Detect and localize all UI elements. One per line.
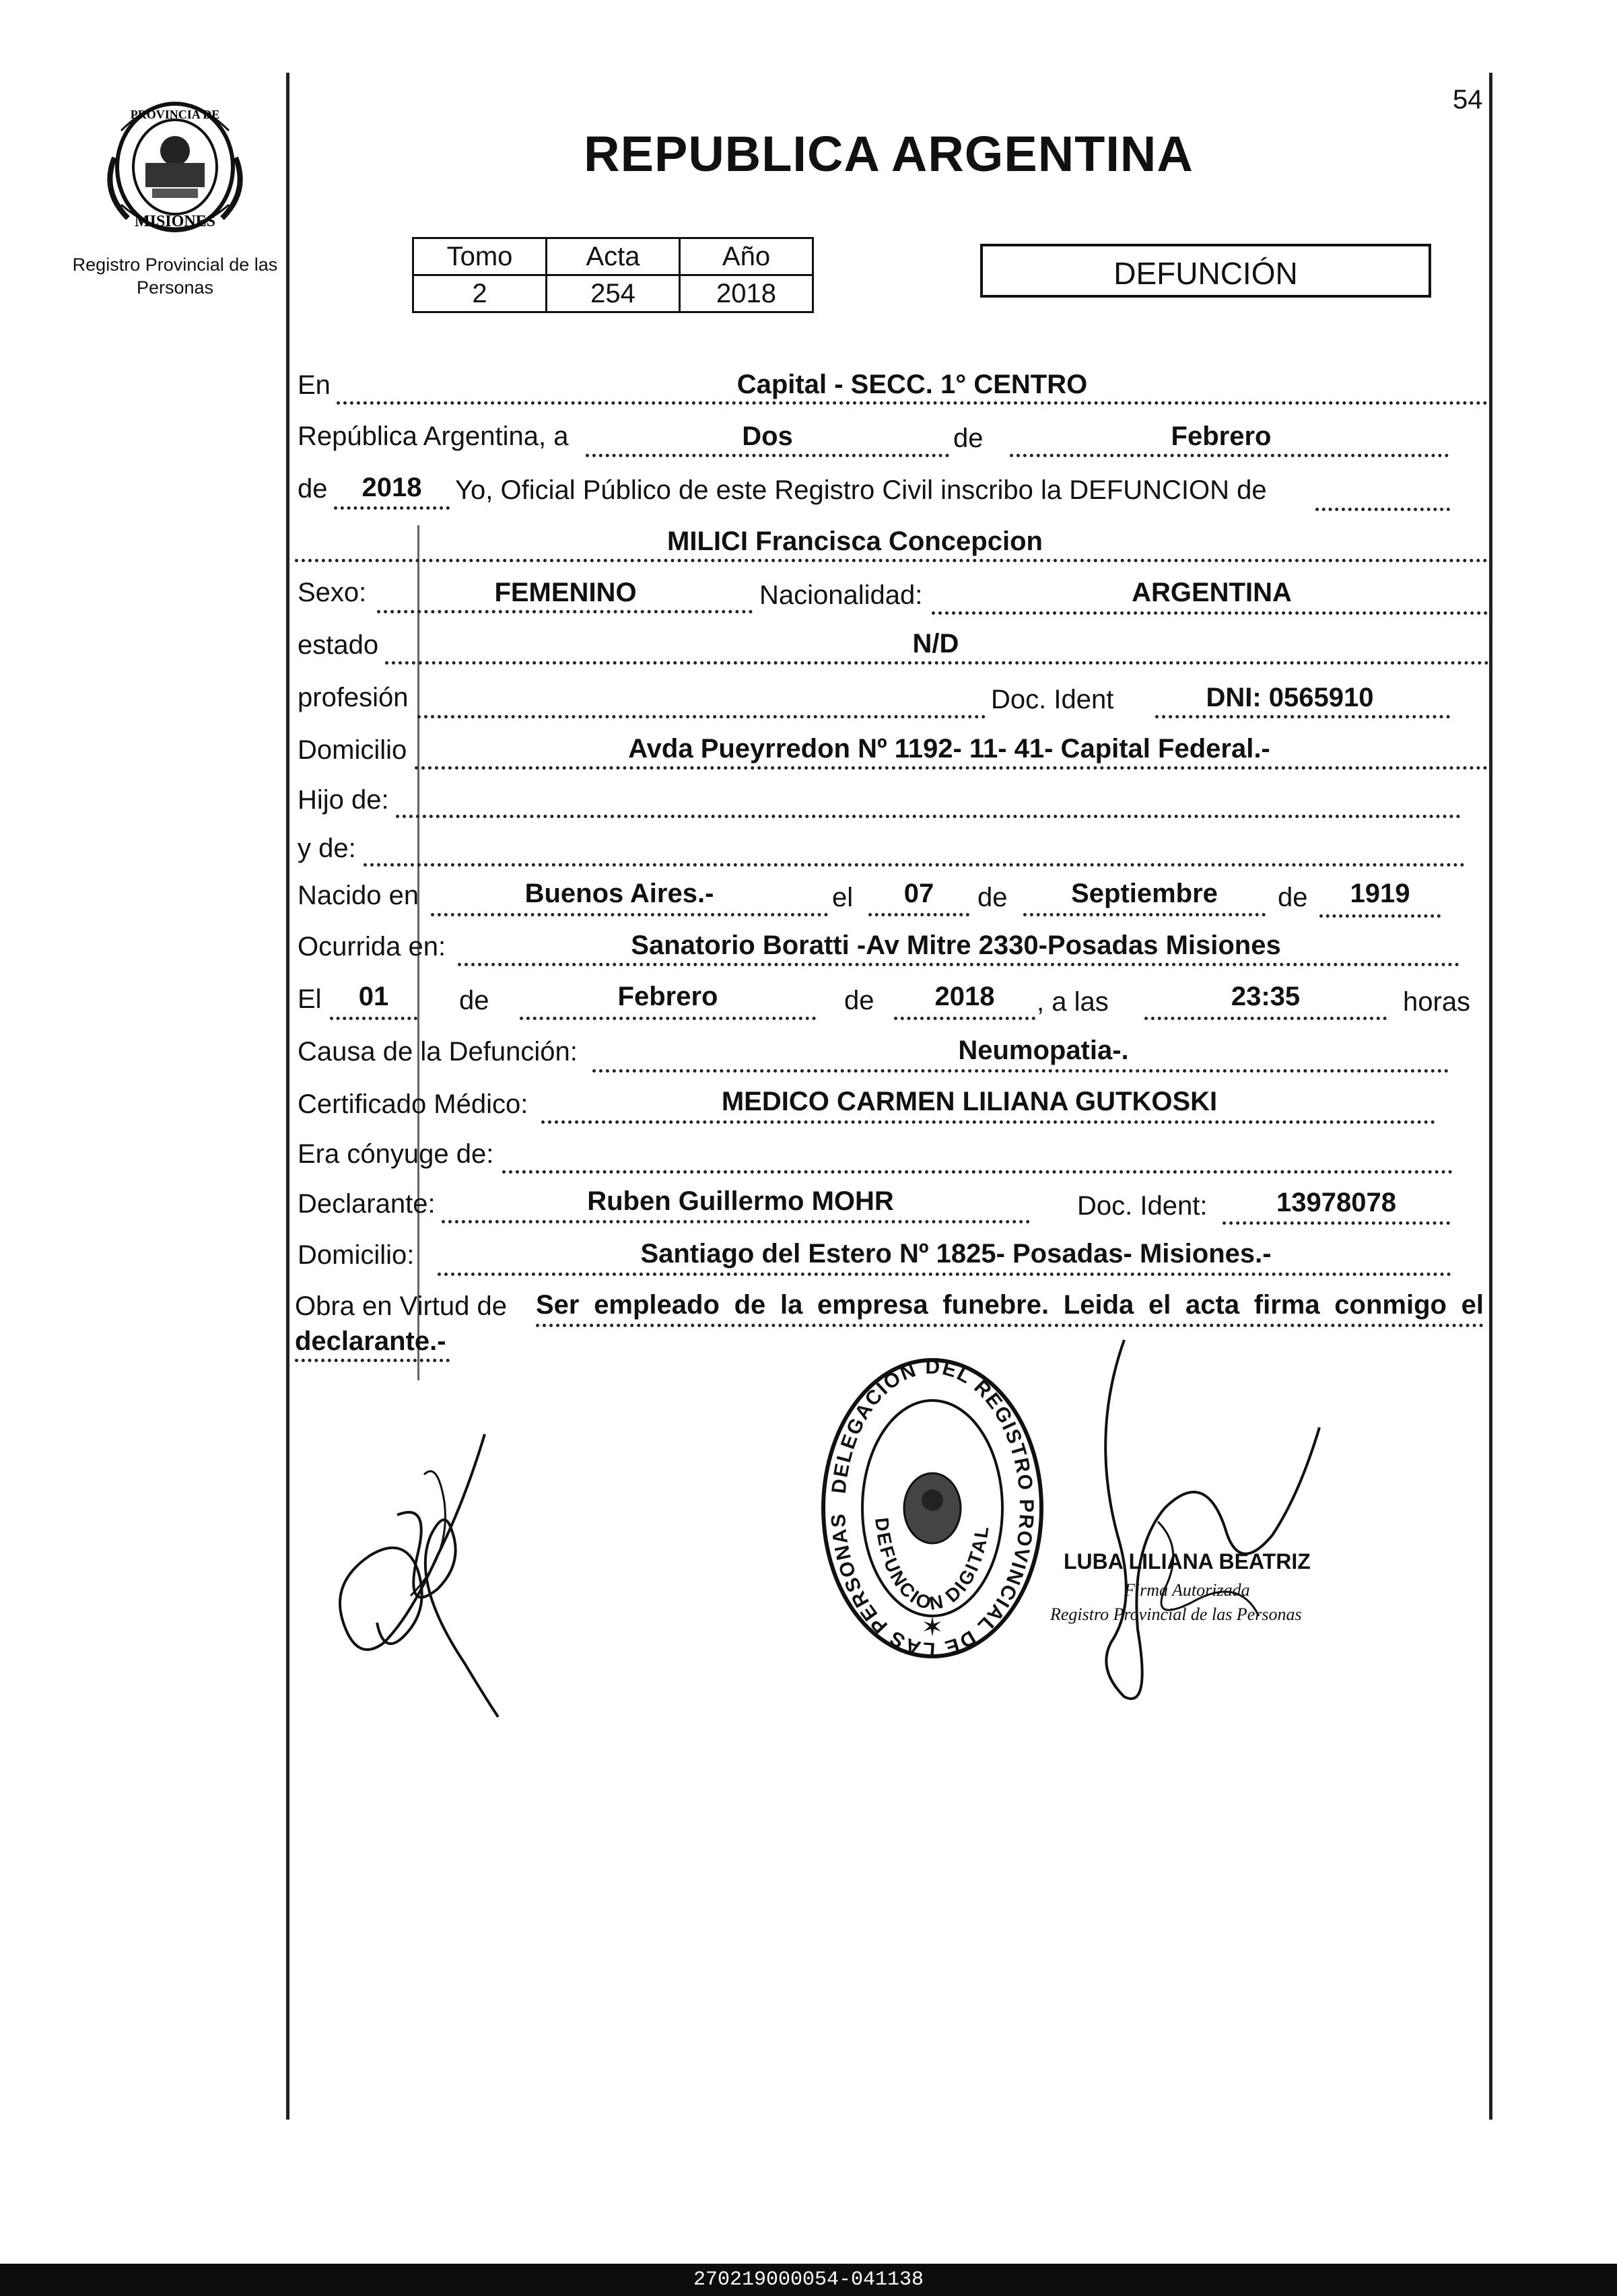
label-en: En bbox=[298, 370, 331, 400]
document-type-box: DEFUNCIÓN bbox=[980, 244, 1431, 298]
field-estado: N/D bbox=[912, 629, 959, 659]
field-causa: Neumopatia-. bbox=[958, 1036, 1129, 1065]
svg-text:MISIONES: MISIONES bbox=[134, 213, 216, 230]
dotted-line bbox=[377, 610, 753, 613]
label-obra: Obra en Virtud de bbox=[295, 1291, 508, 1321]
dotted-line bbox=[330, 1017, 417, 1020]
left-margin-rule bbox=[286, 73, 289, 2120]
label-nacido-en: Nacido en bbox=[298, 881, 419, 910]
footer-code: 270219000054-041138 bbox=[0, 2264, 1617, 2296]
dotted-line bbox=[385, 661, 1489, 665]
official-role: Firma Autorizada bbox=[1124, 1580, 1250, 1600]
meta-value-ano: 2018 bbox=[680, 275, 813, 312]
field-day-words: Dos bbox=[742, 421, 793, 451]
dotted-line bbox=[592, 1069, 1449, 1073]
meta-header-acta: Acta bbox=[547, 238, 680, 275]
field-nacido-en: Buenos Aires.- bbox=[524, 879, 714, 908]
field-nacionalidad: ARGENTINA bbox=[1132, 578, 1292, 607]
dotted-line bbox=[1144, 1017, 1387, 1020]
meta-header-tomo: Tomo bbox=[413, 238, 547, 275]
meta-header-ano: Año bbox=[680, 238, 813, 275]
dotted-line bbox=[337, 401, 1488, 405]
svg-text:✶: ✶ bbox=[921, 1613, 944, 1642]
label-decl-domicilio: Domicilio: bbox=[298, 1240, 415, 1270]
field-death-month: Febrero bbox=[617, 982, 718, 1011]
page-number: 54 bbox=[1453, 85, 1483, 114]
label-causa: Causa de la Defunción: bbox=[298, 1037, 578, 1067]
label-decl-doc: Doc. Ident: bbox=[1077, 1191, 1208, 1221]
label-sexo: Sexo: bbox=[298, 578, 367, 607]
official-stamp bbox=[808, 1353, 1057, 1663]
field-obra-line1: Ser empleado de la empresa funebre. Leida el acta firma conmigo el bbox=[536, 1290, 1484, 1320]
dotted-line bbox=[541, 1120, 1435, 1124]
label-nacionalidad: Nacionalidad: bbox=[759, 580, 923, 610]
label-profesion: profesión bbox=[298, 683, 409, 712]
field-month: Febrero bbox=[1171, 421, 1272, 451]
dotted-line bbox=[520, 1017, 816, 1020]
official-signature-block bbox=[1050, 1333, 1373, 1730]
field-certificado: MEDICO CARMEN LILIANA GUTKOSKI bbox=[721, 1087, 1218, 1116]
label-de-death-month: de bbox=[459, 986, 489, 1015]
label-de-year: de bbox=[298, 474, 328, 504]
record-meta-table bbox=[412, 237, 814, 313]
field-death-time: 23:35 bbox=[1231, 982, 1301, 1011]
registry-caption: Registro Provincial de las Personas bbox=[72, 255, 278, 298]
stamp-seal-icon bbox=[808, 1353, 1057, 1663]
dotted-line bbox=[1023, 913, 1266, 916]
intro-text: Yo, Oficial Público de este Registro Civil inscribo la DEFUNCION de bbox=[455, 475, 1267, 505]
field-death-year: 2018 bbox=[934, 982, 995, 1011]
dotted-line bbox=[932, 611, 1488, 615]
label-conyuge: Era cónyuge de: bbox=[298, 1139, 494, 1169]
official-name: LUBA LILIANA BEATRIZ bbox=[1064, 1549, 1311, 1574]
official-signature-icon bbox=[1050, 1333, 1373, 1730]
label-de-birth-month: de bbox=[977, 883, 1008, 912]
label-el: el bbox=[832, 883, 854, 912]
dotted-line bbox=[458, 963, 1459, 966]
dotted-line bbox=[502, 1170, 1453, 1174]
label-hijo-de: Hijo de: bbox=[298, 785, 389, 815]
dotted-line bbox=[396, 815, 1461, 818]
dotted-line bbox=[417, 715, 986, 718]
stamp-outer-text: DELEGACION DEL REGISTRO PROVINCIAL DE LAS PERSONAS bbox=[827, 1355, 1038, 1661]
label-declarante: Declarante: bbox=[298, 1189, 436, 1219]
field-year: 2018 bbox=[362, 473, 422, 502]
dotted-line bbox=[1155, 715, 1450, 718]
field-birth-year: 1919 bbox=[1350, 879, 1410, 908]
meta-value-tomo: 2 bbox=[413, 275, 547, 312]
label-y-de: y de: bbox=[298, 834, 356, 863]
dotted-line bbox=[364, 863, 1465, 867]
label-certificado: Certificado Médico: bbox=[298, 1089, 528, 1119]
dotted-line bbox=[442, 1220, 1030, 1223]
field-obra-line2: declarante.- bbox=[295, 1326, 446, 1356]
dotted-line bbox=[586, 454, 949, 457]
dotted-line bbox=[536, 1324, 1484, 1327]
field-domicilio: Avda Pueyrredon Nº 1192- 11- 41- Capital Federal.- bbox=[628, 734, 1270, 764]
label-el-death: El bbox=[298, 984, 322, 1014]
field-sexo: FEMENINO bbox=[494, 578, 637, 607]
label-ocurrida-en: Ocurrida en: bbox=[298, 932, 446, 961]
label-domicilio: Domicilio bbox=[298, 735, 407, 765]
stamp-inner-text: DEFUNCION DIGITAL bbox=[871, 1516, 993, 1615]
label-republica: República Argentina, a bbox=[298, 421, 569, 451]
field-decl-doc: 13978078 bbox=[1276, 1188, 1396, 1217]
dotted-line bbox=[868, 913, 969, 916]
declarant-signature bbox=[330, 1421, 552, 1730]
field-birth-day: 07 bbox=[903, 879, 934, 908]
right-margin-rule bbox=[1489, 73, 1492, 2120]
dotted-line bbox=[415, 766, 1488, 770]
label-estado: estado bbox=[298, 630, 379, 660]
official-registry: Registro Provincial de las Personas bbox=[1050, 1605, 1302, 1624]
field-deceased-name: MILICI Francisca Concepcion bbox=[667, 527, 1043, 556]
dotted-line bbox=[894, 1017, 1035, 1020]
dotted-line bbox=[1315, 508, 1450, 511]
dotted-line bbox=[295, 1359, 450, 1362]
dotted-line bbox=[334, 506, 450, 510]
field-ocurrida-en: Sanatorio Boratti -Av Mitre 2330-Posadas Misiones bbox=[631, 931, 1281, 960]
signature-icon bbox=[330, 1421, 552, 1730]
label-de: de bbox=[953, 424, 984, 453]
field-doc-ident: DNI: 0565910 bbox=[1206, 683, 1374, 712]
page-title: REPUBLICA ARGENTINA bbox=[584, 126, 1194, 182]
dotted-line bbox=[431, 913, 828, 916]
label-de-death-year: de bbox=[844, 986, 874, 1015]
dotted-line bbox=[1223, 1221, 1450, 1225]
dotted-line bbox=[295, 559, 1488, 562]
dotted-line bbox=[438, 1273, 1451, 1276]
field-decl-domicilio: Santiago del Estero Nº 1825- Posadas- Misiones.- bbox=[640, 1239, 1272, 1269]
meta-value-acta: 254 bbox=[547, 275, 680, 312]
field-birth-month: Septiembre bbox=[1071, 879, 1218, 908]
svg-text:PROVINCIA DE: PROVINCIA DE bbox=[130, 108, 220, 121]
label-doc-ident: Doc. Ident bbox=[991, 685, 1114, 714]
field-death-day: 01 bbox=[358, 982, 389, 1011]
field-place: Capital - SECC. 1° CENTRO bbox=[736, 370, 1088, 399]
dotted-line bbox=[1319, 914, 1441, 918]
label-de-birth-year: de bbox=[1278, 883, 1308, 912]
label-horas: horas bbox=[1403, 987, 1471, 1017]
field-declarante: Ruben Guillermo MOHR bbox=[587, 1186, 894, 1216]
label-a-las: , a las bbox=[1037, 987, 1109, 1017]
dotted-line bbox=[1010, 454, 1449, 457]
